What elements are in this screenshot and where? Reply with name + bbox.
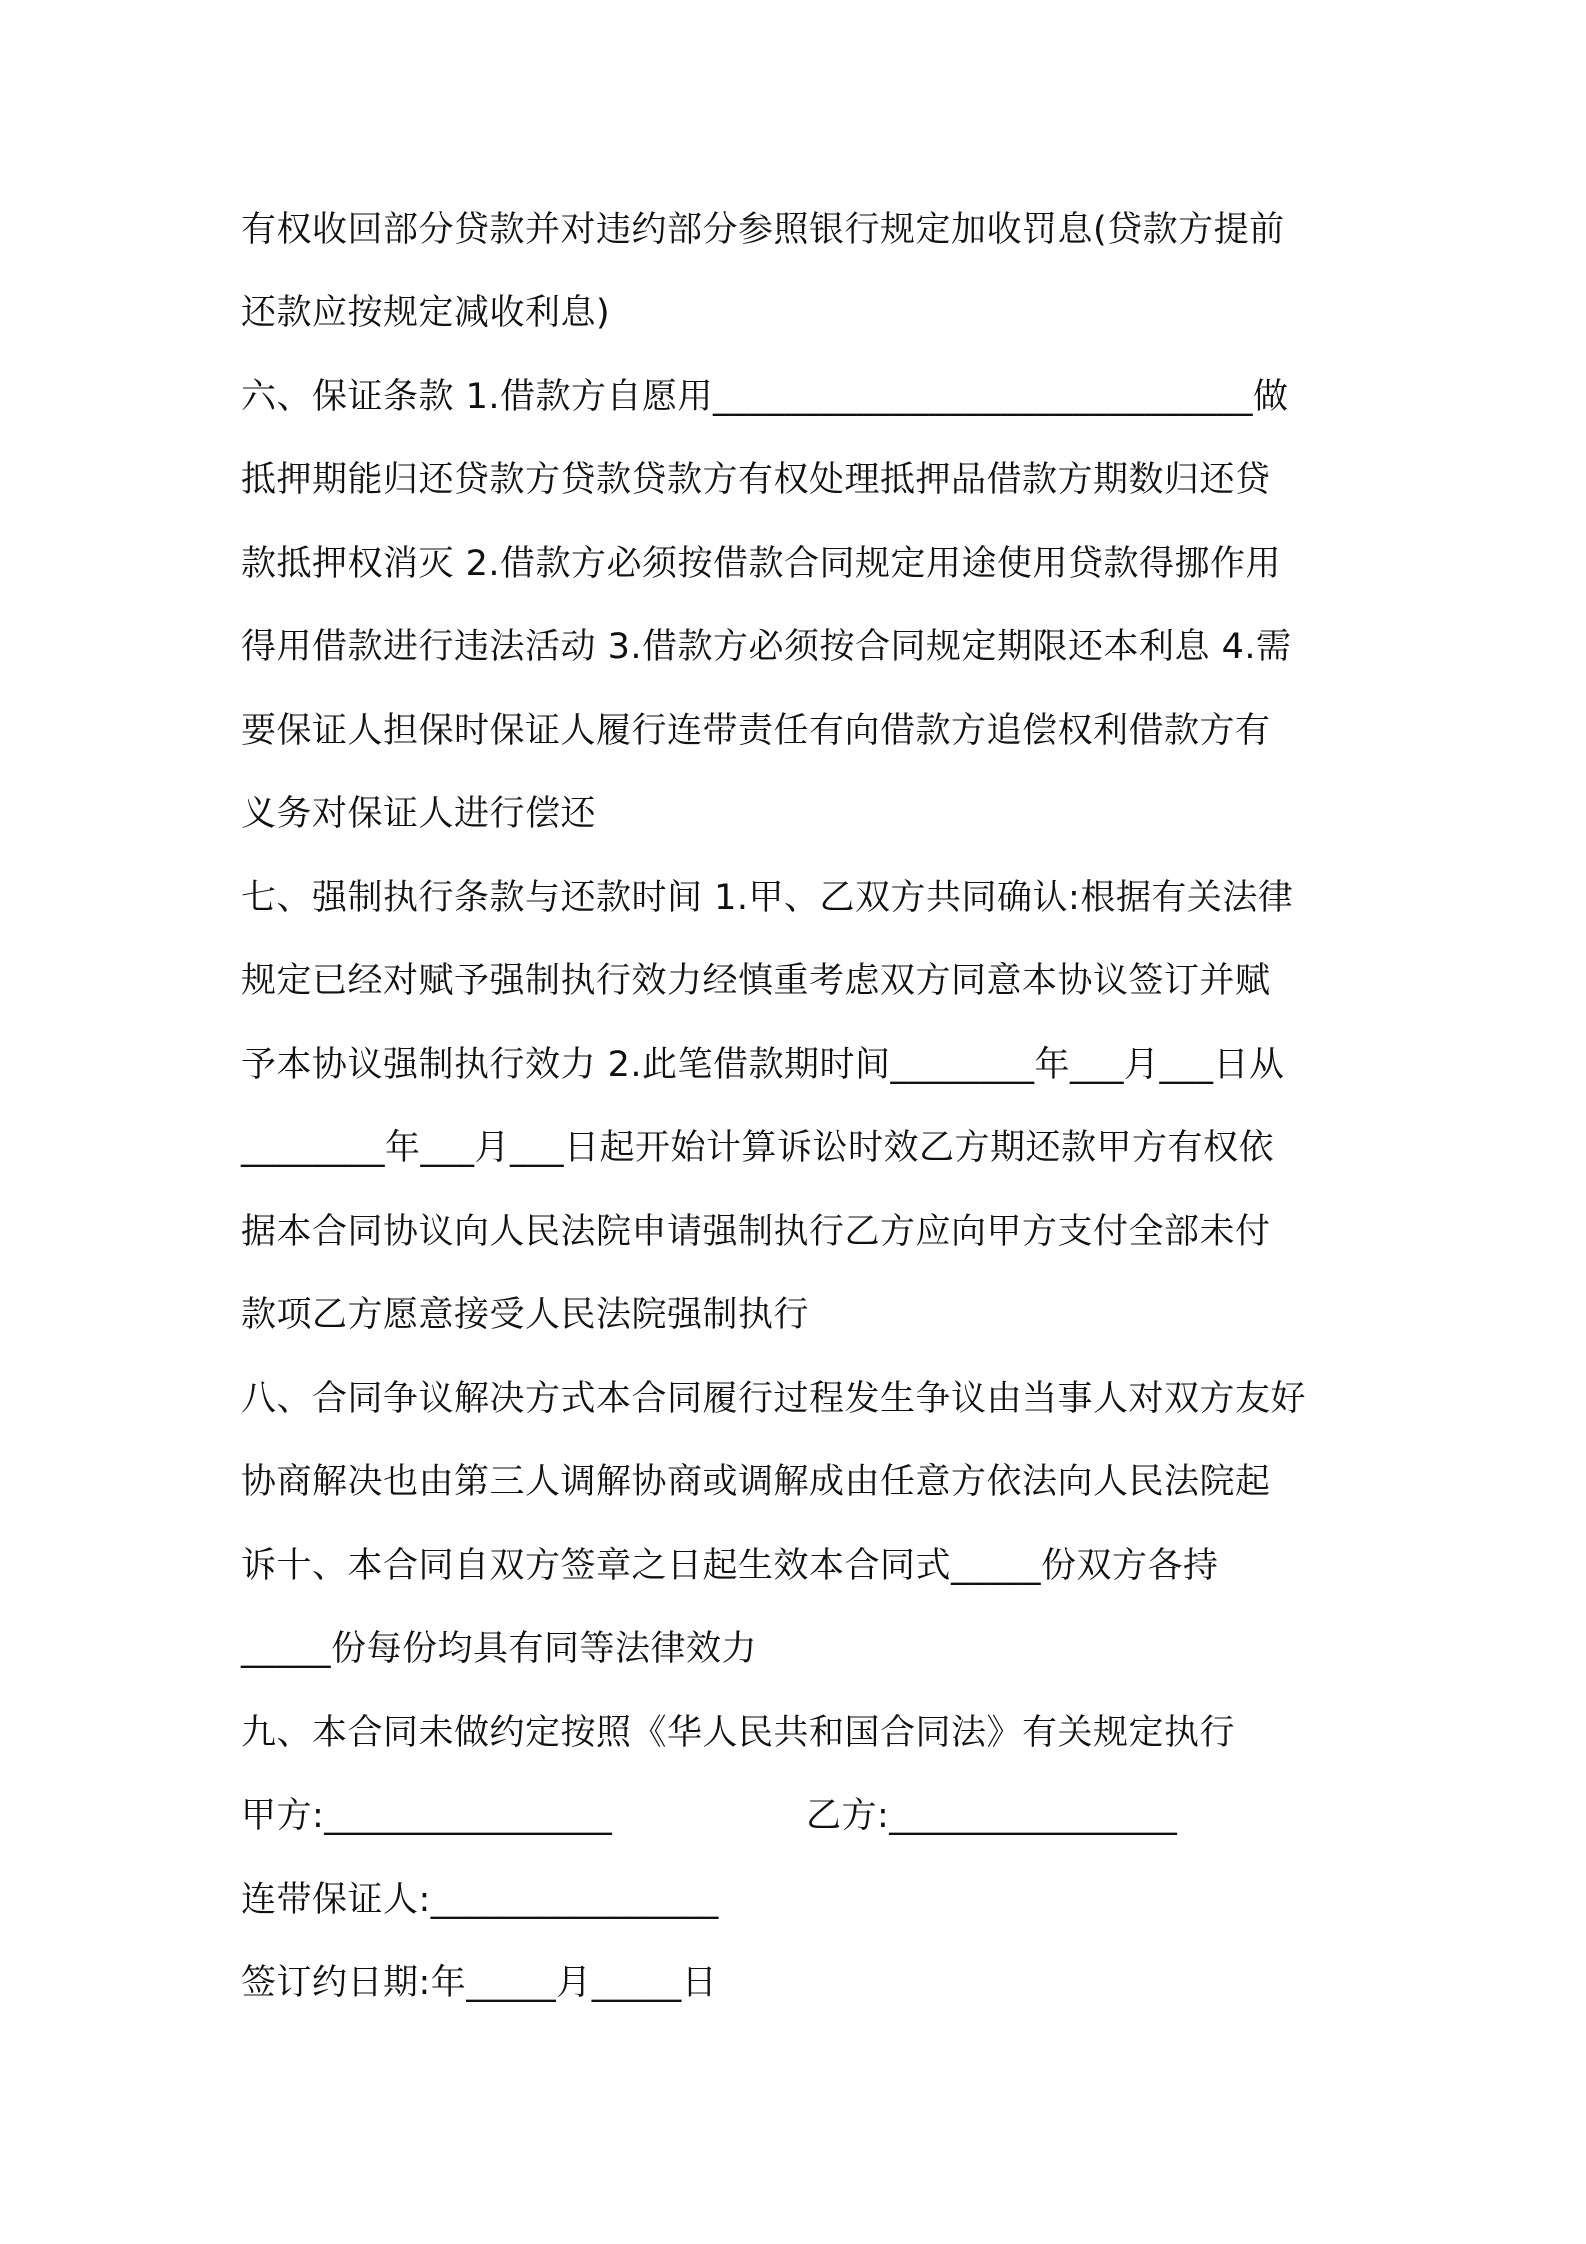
paragraph-7-line-5: 据本合同协议向人民法院申请强制执行乙方应向甲方支付全部未付 (241, 1212, 1271, 1252)
paragraph-7-line-6: 款项乙方愿意接受人民法院强制执行 (241, 1295, 810, 1335)
paragraph-7-line-3: 予本协议强制执行效力 2.此笔借款期时间________年___月___日从 (241, 1045, 1285, 1085)
paragraph-6-line-2: 抵押期能归还贷款方贷款贷款方有权处理抵押品借款方期数归还贷 (241, 460, 1271, 500)
guarantor-signature-field: 连带保证人:________________ (241, 1880, 719, 1920)
paragraph-5-line-2: 还款应按规定减收利息) (241, 293, 611, 333)
paragraph-7-line-4: ________年___月___日起开始计算诉讼时效乙方期还款甲方有权依 (241, 1128, 1275, 1168)
paragraph-9-line-1: 九、本合同未做约定按照《华人民共和国合同法》有关规定执行 (241, 1713, 1236, 1753)
paragraph-6-line-5: 要保证人担保时保证人履行连带责任有向借款方追偿权利借款方有 (241, 711, 1271, 751)
paragraph-8-line-3: 诉十、本合同自双方签章之日起生效本合同式_____份双方各持 (241, 1546, 1219, 1586)
paragraph-7-line-1: 七、强制执行条款与还款时间 1.甲、乙双方共同确认:根据有关法律 (241, 878, 1294, 918)
paragraph-5-line-1: 有权收回部分贷款并对违约部分参照银行规定加收罚息(贷款方提前 (241, 210, 1285, 250)
party-b-signature-field: 乙方:________________ (806, 1796, 1178, 1836)
paragraph-6-line-3: 款抵押权消灭 2.借款方必须按借款合同规定用途使用贷款得挪作用 (241, 544, 1282, 584)
paragraph-8-line-1: 八、合同争议解决方式本合同履行过程发生争议由当事人对双方友好 (241, 1379, 1307, 1419)
party-a-signature-field: 甲方:________________ (241, 1796, 613, 1836)
paragraph-8-line-2: 协商解决也由第三人调解协商或调解成由任意方依法向人民法院起 (241, 1462, 1271, 1502)
paragraph-6-line-6: 义务对保证人进行偿还 (241, 794, 597, 834)
sign-date-field: 签订约日期:年_____月_____日 (241, 1963, 718, 2003)
paragraph-6-line-4: 得用借款进行违法活动 3.借款方必须按合同规定期限还本利息 4.需 (241, 627, 1292, 667)
paragraph-7-line-2: 规定已经对赋予强制执行效力经慎重考虑双方同意本协议签订并赋 (241, 961, 1271, 1001)
paragraph-8-line-4: _____份每份均具有同等法律效力 (241, 1629, 758, 1669)
paragraph-6-line-1: 六、保证条款 1.借款方自愿用______________________________做 (241, 377, 1289, 417)
